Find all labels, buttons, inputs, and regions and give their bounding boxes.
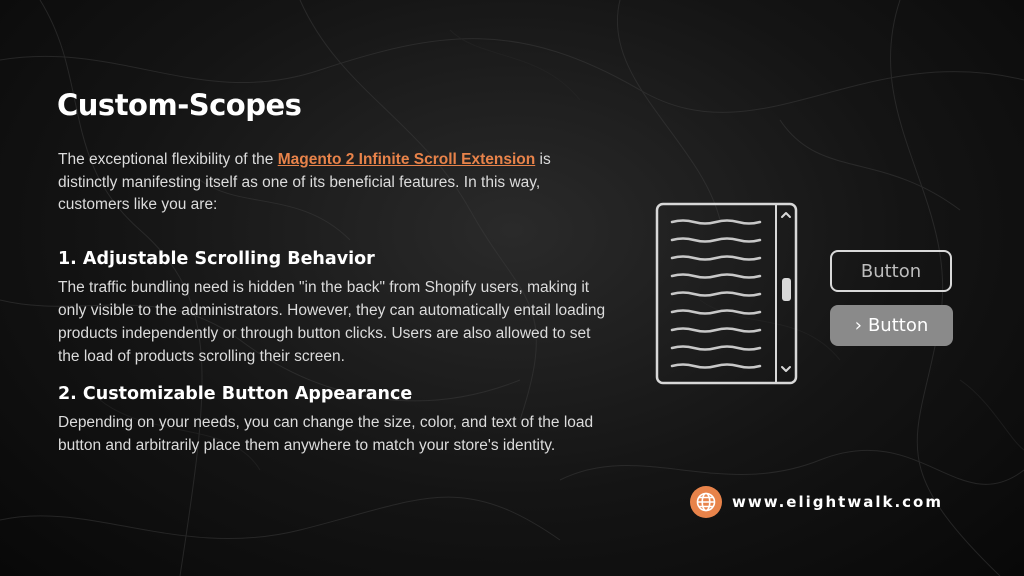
slide-title: Custom-Scopes bbox=[57, 88, 302, 122]
outline-button-label: Button bbox=[860, 260, 922, 282]
outline-button-sample[interactable] bbox=[830, 250, 952, 292]
section-body-1: The traffic bundling need is hidden "in the back" from Shopify users, making it only visible to the administrators. However, they can automatically entail loading products independently or through button clicks. Users are also allowed to set the load of products scrolling their screen. bbox=[58, 279, 606, 365]
scroll-list-illustration bbox=[652, 200, 802, 390]
intro-text-after: is distinctly manifesting itself as one of its beneficial features. In this way, customers like you are: bbox=[58, 151, 551, 213]
section-body-2: Depending on your needs, you can change the size, color, and text of the load button and arbitrarily place them anywhere to match your store's identity. bbox=[58, 414, 594, 454]
intro-text-before: The exceptional flexibility of the bbox=[58, 151, 278, 168]
section-heading-2: 2. Customizable Button Appearance bbox=[58, 384, 413, 404]
website-url[interactable]: www.elightwalk.com bbox=[732, 493, 943, 511]
filled-button-sample[interactable] bbox=[830, 305, 953, 346]
globe-icon bbox=[690, 486, 722, 518]
filled-button-label: Button bbox=[867, 315, 929, 336]
extension-link[interactable]: Magento 2 Infinite Scroll Extension bbox=[277, 151, 536, 168]
section-heading-1: 1. Adjustable Scrolling Behavior bbox=[58, 249, 375, 269]
footer-website bbox=[690, 486, 943, 518]
intro-paragraph bbox=[58, 149, 598, 217]
chevron-right-icon: › bbox=[854, 315, 862, 336]
